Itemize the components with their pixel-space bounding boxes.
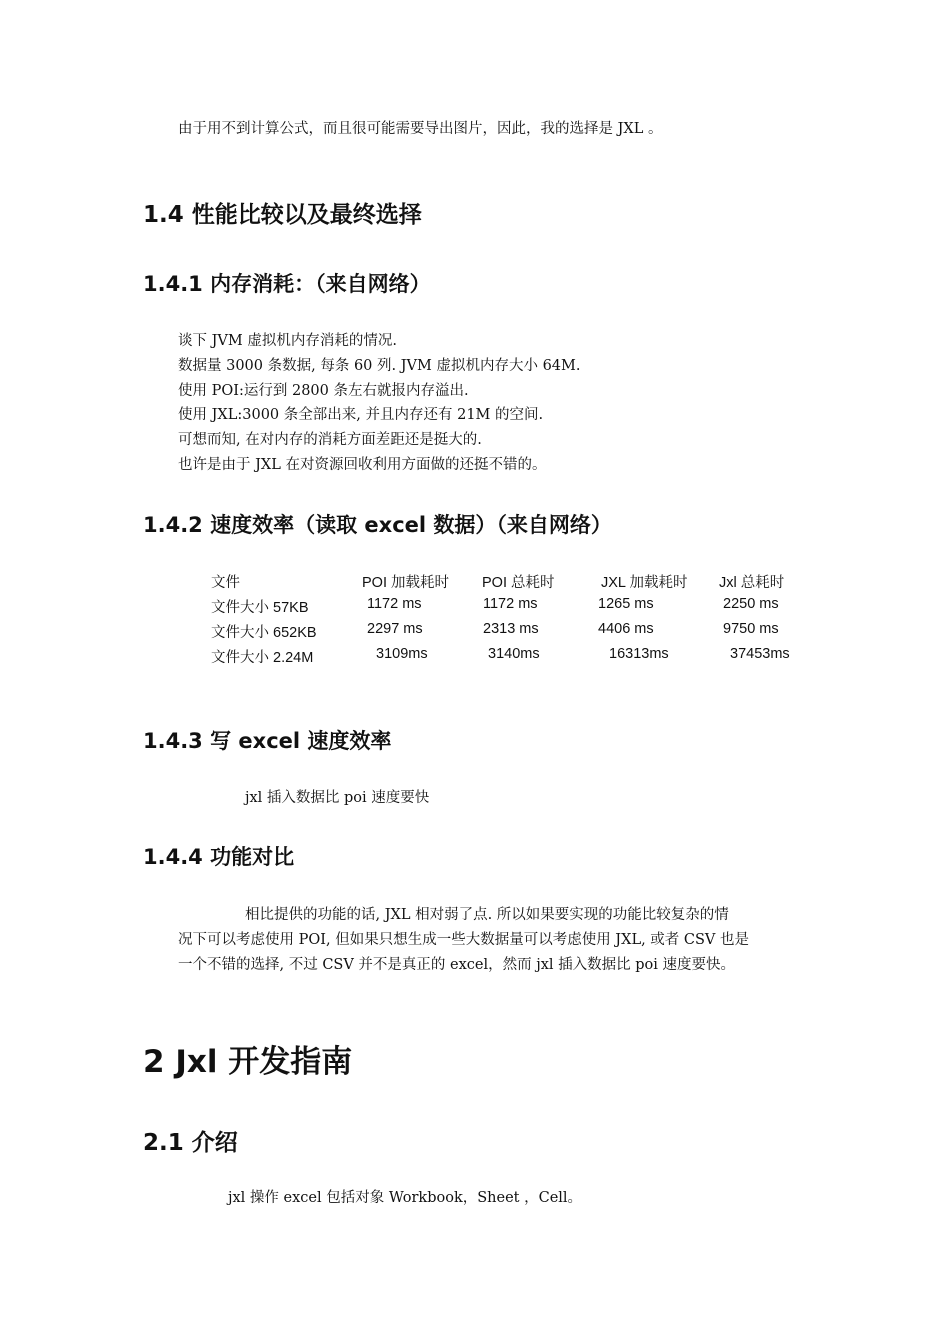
heading-2: 2 Jxl 开发指南 (143, 1044, 353, 1080)
feature-line: 一个不错的选择, 不过 CSV 并不是真正的 excel，然而 jxl 插入数据比 poi 速度要快。 (178, 957, 736, 973)
table-cell: 9750 ms (723, 621, 779, 637)
heading-1-4-4: 1.4.4 功能对比 (143, 845, 295, 869)
table-header-cell: JXL 加载耗时 (601, 575, 688, 591)
memory-line: 数据量 3000 条数据, 每条 60 列. JVM 虚拟机内存大小 64M. (178, 358, 581, 374)
table-cell: 2250 ms (723, 596, 779, 612)
table-cell: 文件大小 57KB (211, 600, 309, 616)
table-cell: 1172 ms (367, 596, 422, 612)
table-cell: 2313 ms (483, 621, 539, 637)
memory-line: 也许是由于 JXL 在对资源回收利用方面做的还挺不错的。 (178, 457, 547, 473)
heading-1-4: 1.4 性能比较以及最终选择 (143, 202, 422, 228)
feature-line: 相比提供的功能的话, JXL 相对弱了点. 所以如果要实现的功能比较复杂的情 (245, 907, 729, 923)
table-header-cell: POI 加载耗时 (362, 575, 450, 591)
table-cell: 文件大小 652KB (211, 625, 317, 641)
table-cell: 16313ms (609, 646, 669, 662)
memory-line: 使用 POI:运行到 2800 条左右就报内存溢出. (178, 383, 469, 399)
write-speed-text: jxl 插入数据比 poi 速度要快 (245, 790, 430, 806)
feature-line: 况下可以考虑使用 POI, 但如果只想生成一些大数据量可以考虑使用 JXL, 或者 CSV 也是 (178, 932, 750, 948)
memory-line: 可想而知, 在对内存的消耗方面差距还是挺大的. (178, 432, 482, 448)
intro-paragraph: 由于用不到计算公式，而且很可能需要导出图片，因此，我的选择是 JXL 。 (178, 121, 663, 137)
heading-1-4-3: 1.4.3 写 excel 速度效率 (143, 729, 392, 753)
table-cell: 37453ms (730, 646, 790, 662)
table-cell: 1265 ms (598, 596, 654, 612)
table-cell: 1172 ms (483, 596, 538, 612)
table-header-cell: Jxl 总耗时 (719, 575, 785, 591)
table-cell: 4406 ms (598, 621, 654, 637)
intro-2-1-text: jxl 操作 excel 包括对象 Workbook，Sheet ，Cell。 (228, 1190, 583, 1206)
table-cell: 文件大小 2.24M (211, 650, 314, 666)
heading-1-4-2: 1.4.2 速度效率（读取 excel 数据）（来自网络） (143, 513, 612, 537)
memory-line: 谈下 JVM 虚拟机内存消耗的情况. (178, 333, 397, 349)
heading-1-4-1: 1.4.1 内存消耗：（来自网络） (143, 272, 431, 296)
table-header-cell: POI 总耗时 (482, 575, 555, 591)
memory-line: 使用 JXL:3000 条全部出来, 并且内存还有 21M 的空间. (178, 407, 544, 423)
table-cell: 2297 ms (367, 621, 423, 637)
table-header-cell: 文件 (211, 575, 240, 591)
table-cell: 3140ms (488, 646, 540, 662)
heading-2-1: 2.1 介绍 (143, 1130, 238, 1156)
table-cell: 3109ms (376, 646, 428, 662)
